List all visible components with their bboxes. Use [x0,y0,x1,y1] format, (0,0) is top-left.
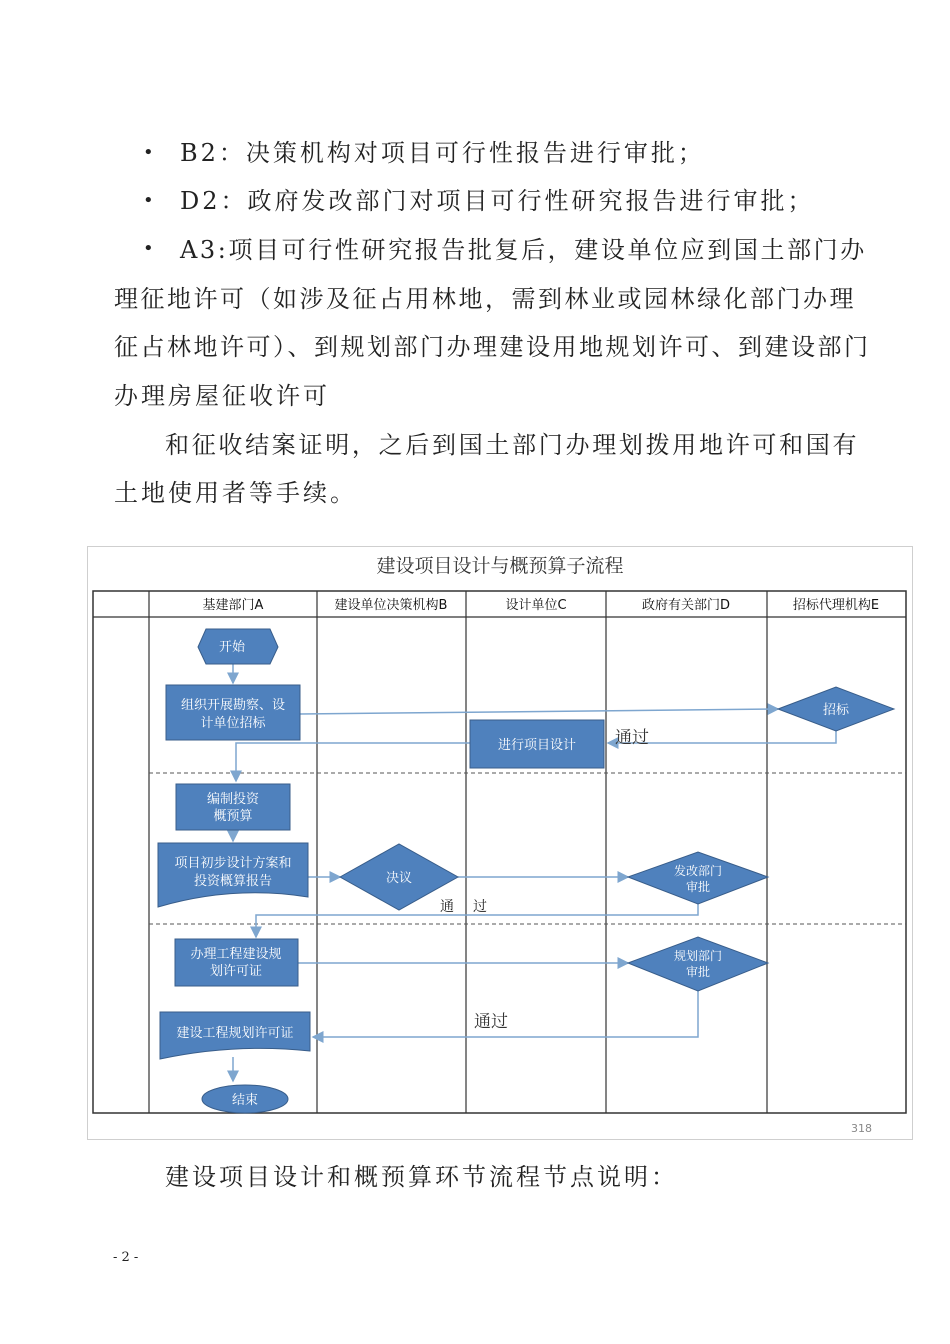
organize-bidding-label: 组织开展勘察、设 [180,698,286,713]
end-label: 结束 [231,1093,259,1108]
lane-header-b: 建设单位决策机构B [334,598,448,613]
project-design-node [470,720,604,768]
organize-bidding-node [166,685,300,740]
item-d2: D2：政府发改部门对项目可行性研究报告进行审批； [180,187,815,215]
project-design-label: 进行项目设计 [497,738,577,753]
license-label: 建设工程规划许可证 [176,1026,294,1041]
planning-permit-label: 办理工程建设规 [190,947,282,962]
preliminary-design-label: 项目初步设计方案和 [174,856,292,871]
budget-node [176,784,290,830]
lane-header-e: 招标代理机构E [792,598,880,613]
pass-label: 通过 [615,728,649,748]
lane-header-d: 政府有关部门D [641,598,731,613]
planning-approval-label: 审批 [685,965,711,979]
connector [236,743,470,781]
bid-label: 招标 [822,703,850,718]
pass-label: 过 [473,899,487,915]
start-label: 开始 [218,640,246,655]
item-a3-line1: A3:项目可行性研究报告批复后，建设单位应到国土部门办 [180,236,867,264]
bullet: • [143,142,154,163]
preliminary-design-node [158,843,308,907]
item-a3-line2: 理征地许可（如涉及征占用林地，需到林业或园林绿化部门办理 [114,285,856,313]
license-node [160,1012,310,1059]
start-node [198,629,278,664]
pass-label: 通 [440,899,454,915]
item-a3-line3: 征占林地许可）、到规划部门办理建设用地规划许可、到建设部门 [114,333,871,361]
planning-approval-node [628,937,768,991]
planning-permit-node [175,939,298,986]
ndrc-approval-node [628,852,768,904]
item-b2: B2：决策机构对项目可行性报告进行审批； [180,139,705,167]
flowchart-diagram [88,547,912,1139]
bid-decision-node [778,687,894,731]
ndrc-approval-label: 审批 [685,880,711,894]
lane-header-a: 基建部门A [202,598,264,613]
pass-label: 通过 [474,1012,508,1032]
image-number: 318 [851,1122,872,1135]
paragraph-line2: 土地使用者等手续。 [114,479,357,507]
flowchart-title: 建设项目设计与概预算子流程 [376,555,624,577]
planning-permit-label: 划许可证 [209,964,263,979]
planning-approval-label: 规划部门 [673,949,723,963]
item-a3-line4: 办理房屋征收许可 [114,382,330,410]
budget-label: 概预算 [213,809,253,824]
lane-header-c: 设计单位C [505,598,567,613]
paragraph-line1: 和征收结案证明，之后到国土部门办理划拨用地许可和国有 [165,431,860,459]
budget-label: 编制投资 [206,792,260,807]
preliminary-design-label: 投资概算报告 [193,874,273,889]
ndrc-approval-label: 发改部门 [673,864,723,878]
organize-bidding-label: 计单位招标 [200,716,266,731]
bullet: • [143,190,154,211]
connector [300,709,778,714]
end-node [202,1085,288,1113]
bullet: • [143,238,154,259]
page-number: - 2 - [113,1250,139,1265]
resolution-label: 决议 [385,871,413,886]
section-heading: 建设项目设计和概预算环节流程节点说明： [165,1163,678,1191]
flowchart-figure [87,546,913,1140]
